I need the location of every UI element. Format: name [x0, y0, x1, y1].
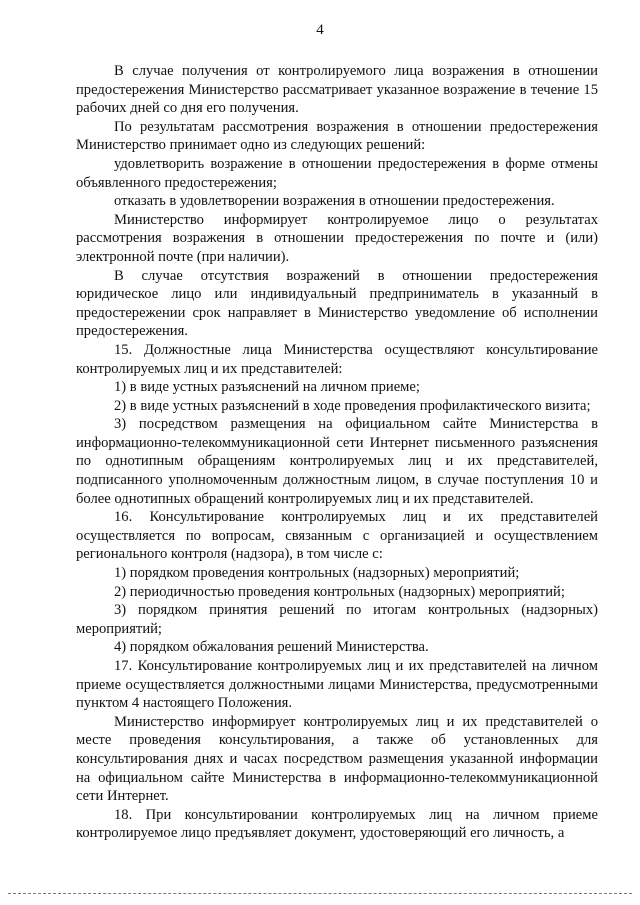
- paragraph-item-16: 16. Консультирование контролируемых лиц и их представителей осуществляется по вопросам, связанным с организацией и осуществлением регионального контроля (надзора), в том числе с:: [76, 509, 598, 563]
- paragraph-item-16-3: 3) порядком принятия решений по итогам контрольных (надзорных) мероприятий;: [76, 602, 598, 637]
- paragraph-no-objection: В случае отсутствия возражений в отношении предостережения юридическое лицо или индивидуальный предприниматель в указанный в предостережении срок направляет в Министерство уведомление об исполнении предостережения.: [76, 267, 598, 340]
- paragraph-ministry-informs-place: Министерство информирует контролируемых лиц и их представителей о месте проведения консультирования, а также об установленных для консультирования днях и часах посредством размещения указанной информации на официальном сайте Министерства в информационно-телекоммуникационной сети Интернет.: [76, 713, 598, 805]
- paragraph-item-16-4: 4) порядком обжалования решений Министерства.: [114, 639, 429, 656]
- paragraph-item-15-1: 1) в виде устных разъяснений на личном приеме;: [114, 379, 420, 396]
- paragraph-item-15-3: 3) посредством размещения на официальном сайте Министерства в информационно-телекоммуникационной сети Интернет письменного разъяснения по однотипным обращениям контролируемых лиц и их представителей, подписанного уполномоченным должностным лицом, в случае поступления 10 и более однотипных обращений контролируемых лиц и их представителей.: [76, 416, 598, 507]
- paragraph-item-16-1: 1) порядком проведения контрольных (надзорных) мероприятий;: [114, 565, 520, 582]
- paragraph-ministry-informs-results: Министерство информирует контролируемое лицо о результатах рассмотрения возражения в отношении предостережения по почте и (или) электронной почте (при наличии).: [76, 211, 598, 265]
- document-body: [76, 62, 598, 843]
- paragraph-item-17: 17. Консультирование контролируемых лиц и их представителей на личном приеме осуществляется должностными лицами Министерства, предусмотренными пунктом 4 настоящего Положения.: [76, 658, 598, 712]
- paragraph-objection-received: В случае получения от контролируемого лица возражения в отношении предостережения Министерство рассматривает указанное возражение в течение 15 рабочих дней со дня его получения.: [76, 63, 598, 117]
- paragraph-item-15-2: 2) в виде устных разъяснений в ходе проведения профилактического визита;: [114, 397, 591, 414]
- page-number: 4: [316, 22, 324, 38]
- paragraph-decision-satisfy: удовлетворить возражение в отношении предостережения в форме отмены объявленного предостережения;: [76, 155, 598, 191]
- bottom-divider: [8, 893, 632, 894]
- paragraph-item-15: 15. Должностные лица Министерства осуществляют консультирование контролируемых лиц и их представителей:: [76, 341, 598, 377]
- paragraph-objection-results: По результатам рассмотрения возражения в отношении предостережения Министерство принимает одно из следующих решений:: [76, 118, 598, 154]
- paragraph-item-18: 18. При консультировании контролируемых лиц на личном приеме контролируемое лицо предъявляет документ, удостоверяющий его личность, а: [76, 806, 598, 842]
- paragraph-decision-refuse: отказать в удовлетворении возражения в отношении предостережения.: [114, 193, 555, 210]
- paragraph-item-16-2: 2) периодичностью проведения контрольных (надзорных) мероприятий;: [114, 583, 565, 600]
